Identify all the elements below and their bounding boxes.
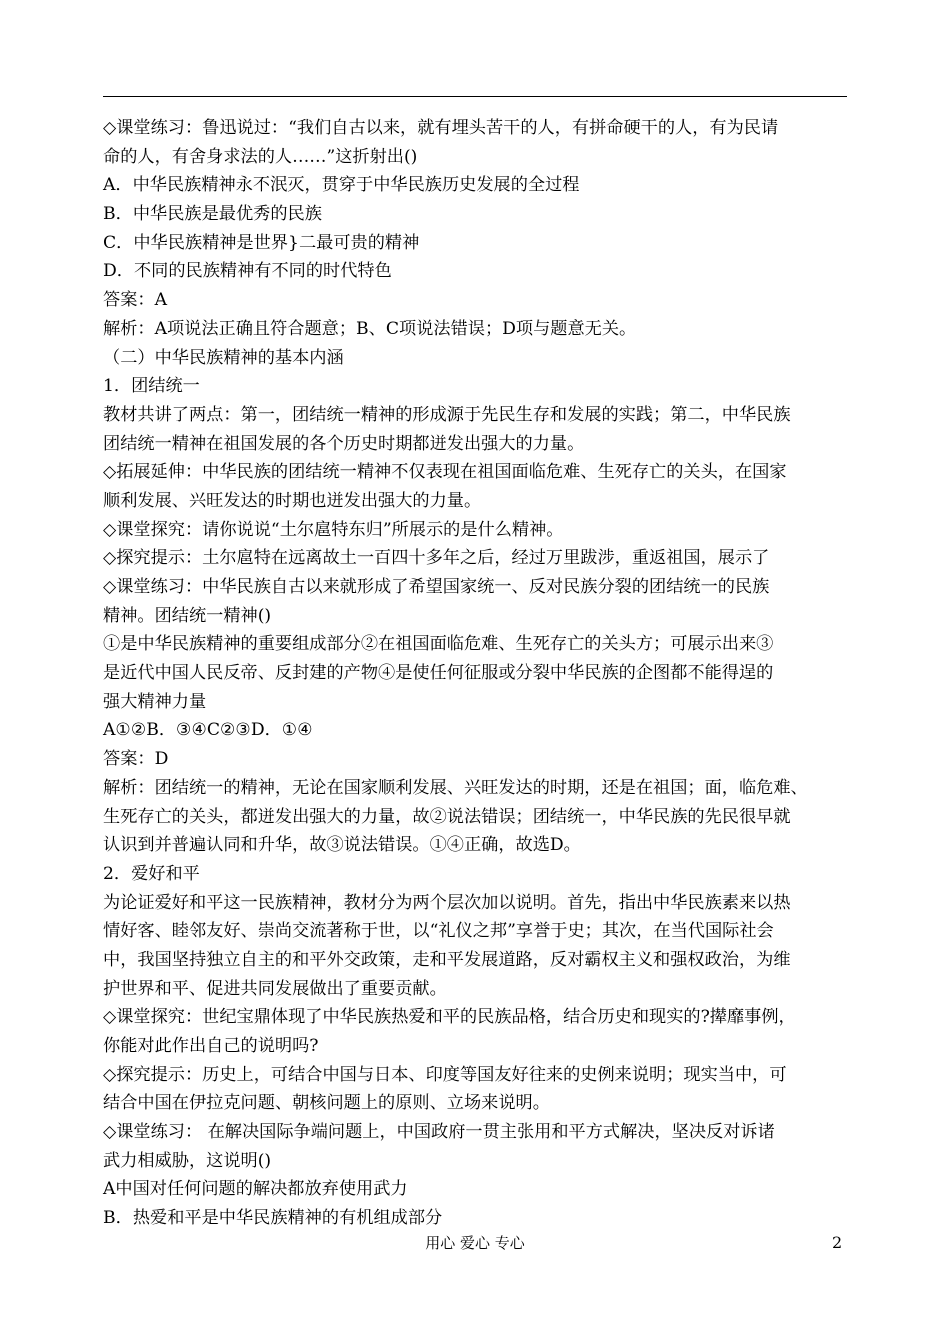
text-line: 顺利发展、兴旺发达的时期也迸发出强大的力量。 (103, 490, 482, 511)
text-line: 情好客、睦邻友好、崇尚交流著称于世，以“礼仪之邦”享誉于史；其次，在当代国际社会 (103, 921, 774, 942)
text-line: ◇探究提示：历史上，可结合中国与日本、印度等国友好往来的史例来说明；现实当中，可 (103, 1064, 787, 1085)
text-line: ◇探究提示：土尔扈特在远离故土一百四十多年之后，经过万里跋涉，重返祖国，展示了 (103, 548, 770, 569)
option-line: A中国对任何问题的解决都放弃使用武力 (103, 1179, 408, 1200)
option-line: D．不同的民族精神有不同的时代特色 (103, 261, 392, 282)
text-line: 团结统一精神在祖国发展的各个历史时期都迸发出强大的力量。 (103, 433, 585, 454)
analysis-line: 解析：A项说法正确且符合题意；B、C项说法错误；D项与题意无关。 (103, 318, 637, 339)
page-body (103, 114, 851, 1233)
text-line: ①是中华民族精神的重要组成部分②在祖国面临危难、生死存亡的关头方；可展示出来③ (103, 634, 774, 655)
text-line: 精神。团结统一精神() (103, 605, 272, 626)
text-line: ◇拓展延伸：中华民族的团结统一精神不仅表现在祖国面临危难、生死存亡的关头，在国家 (103, 462, 787, 483)
subsection-heading: 2．爱好和平 (103, 863, 200, 884)
text-line: 中，我国坚持独立自主的和平外交政策，走和平发展道路，反对霸权主义和强权政治，为维 (103, 949, 791, 970)
text-line: 结合中国在伊拉克问题、朝核问题上的原则、立场来说明。 (103, 1093, 550, 1114)
answer-line: 答案：A (103, 290, 167, 311)
answer-line: 答案：D (103, 749, 169, 770)
text-line: 你能对此作出自己的说明吗? (103, 1036, 319, 1056)
footer-motto: 用心 爱心 专心 (425, 1234, 525, 1252)
text-line: 为论证爱好和平这一民族精神，教材分为两个层次加以说明。首先，指出中华民族素来以热 (103, 892, 791, 913)
analysis-line: 解析：团结统一的精神，无论在国家顺利发展、兴旺发达的时期，还是在祖国；面，临危难、 (103, 777, 808, 798)
page-number: 2 (832, 1233, 843, 1252)
text-line: 是近代中国人民反帝、反封建的产物④是使任何征服或分裂中华民族的企图都不能得逞的 (103, 663, 774, 684)
text-line: 护世界和平、促进共同发展做出了重要贡献。 (103, 978, 447, 999)
option-line: B．热爱和平是中华民族精神的有机组成部分 (103, 1208, 443, 1229)
option-line: C．中华民族精神是世界}二最可贵的精神 (103, 232, 420, 253)
section-heading: （二）中华民族精神的基本内涵 (103, 347, 344, 368)
text-line: 教材共讲了两点：第一，团结统一精神的形成源于先民生存和发展的实践；第二，中华民族 (103, 404, 791, 425)
text-line: 武力相威胁，这说明() (103, 1150, 272, 1171)
option-line: A．中华民族精神永不泯灭，贯穿于中华民族历史发展的全过程 (103, 175, 580, 196)
text-line: ◇课堂探究：请你说说“土尔扈特东归”所展示的是什么精神。 (103, 519, 564, 540)
subsection-heading: 1．团结统一 (103, 376, 200, 397)
analysis-line: 认识到并普遍认同和升华，故③说法错误。①④正确，故选D。 (103, 835, 581, 856)
header-rule (103, 96, 847, 97)
option-line: B．中华民族是最优秀的民族 (103, 204, 322, 225)
text-line: ◇课堂练习： 在解决国际争端问题上，中国政府一贯主张用和平方式解决，坚决反对诉诸 (103, 1122, 775, 1143)
text-line: 命的人，有舍身求法的人……”这折射出() (103, 146, 418, 167)
text-line: ◇课堂练习：中华民族自古以来就形成了希望国家统一、反对民族分裂的团结统一的民族 (103, 577, 770, 597)
analysis-line: 生死存亡的关头，都迸发出强大的力量，故②说法错误；团结统一，中华民族的先民很早就 (103, 806, 791, 827)
option-line: A①②B．③④C②③D．①④ (103, 720, 313, 741)
text-line: 强大精神力量 (103, 691, 207, 712)
text-line: ◇课堂练习：鲁迅说过：“我们自古以来，就有埋头苦干的人，有拼命硬干的人，有为民请 (103, 118, 779, 138)
text-line: ◇课堂探究：世纪宝鼎体现了中华民族热爱和平的民族品格，结合历史和现实的?撵靡事例， (103, 1007, 796, 1028)
